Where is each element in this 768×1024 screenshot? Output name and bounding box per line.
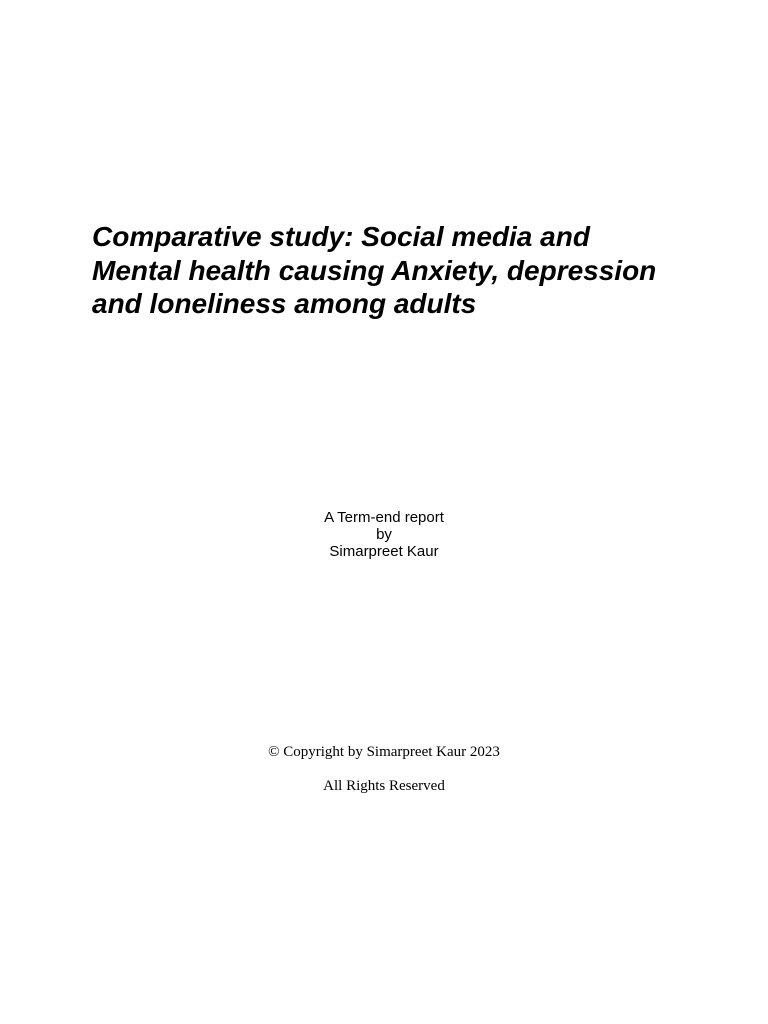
byline-block xyxy=(0,509,768,560)
byline-by: by xyxy=(376,526,392,543)
report-type: A Term-end report xyxy=(324,509,444,526)
copyright-notice: © Copyright by Simarpreet Kaur 2023 xyxy=(268,744,500,760)
rights-statement: All Rights Reserved xyxy=(323,778,445,794)
document-title: Comparative study: Social media and Mental health causing Anxiety, depression and loneliness among adults xyxy=(92,221,657,319)
author-name: Simarpreet Kaur xyxy=(329,543,439,560)
